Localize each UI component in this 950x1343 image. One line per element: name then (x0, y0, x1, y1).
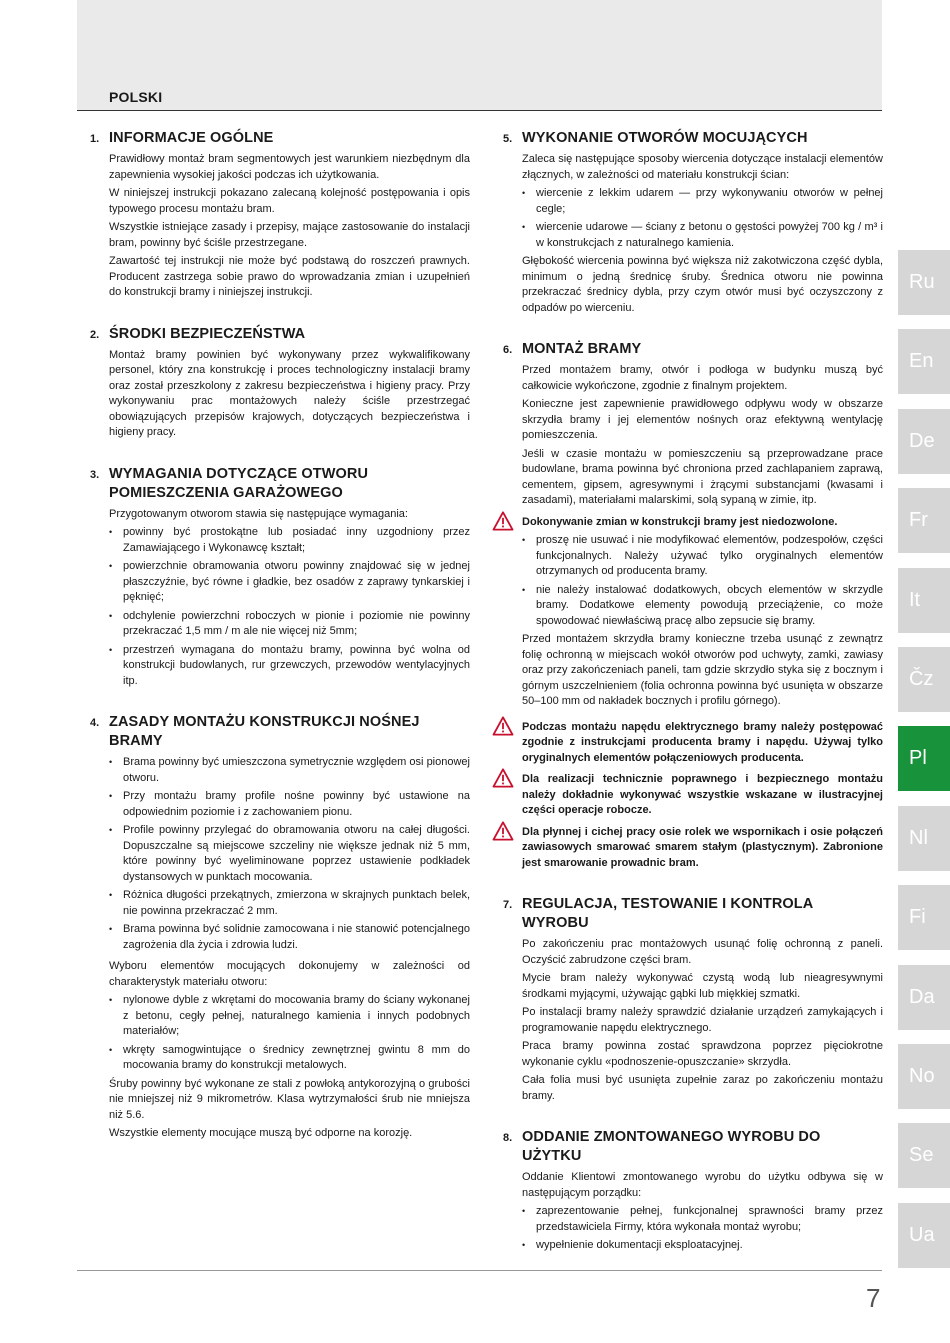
paragraph: Zaleca się następujące sposoby wiercenia dotyczące instalacji elementów złącznych, w zależności od materiału konstrukcji ścian: (522, 153, 883, 181)
paragraph: Wszystkie elementy mocujące muszą być odporne na korozję. (109, 1127, 413, 1139)
section-opening-requirements (90, 465, 470, 690)
section-title: ZASADY MONTAŻU KONSTRUKCJI NOŚNEJ BRAMY (109, 714, 420, 749)
section-number: 4. (90, 717, 100, 729)
warning-icon (492, 716, 514, 736)
paragraph: Montaż bramy powinien być wykonywany przez wykwalifikowany personel, który zna konstrukcję i proces technologiczny instalacji bramy oraz został przeszkolony z zakresu bezpieczeństwa i higieny pracy. Przy wykonywaniu prac montażowych należy ściśle przestrzegać obowiązujących przepisów krajowych, dotyczących bezpieczeństwa i higieny pracy. (109, 348, 470, 438)
warning-block (522, 772, 883, 819)
paragraph: Konieczne jest zapewnienie prawidłowego odpływu wody w obszarze skrzydła bramy i jej elementów nośnych oraz efektywną wentylację pomieszczenia. (522, 398, 883, 441)
list-item: • Przy montażu bramy profile nośne powinny być ustawione na odpowiednim poziomie i z zachowaniem pionu. (109, 789, 470, 820)
warning-block (522, 825, 883, 872)
section-safety (90, 325, 470, 441)
language-tab[interactable]: En (898, 329, 950, 394)
list-item: • Brama powinny być umieszczona symetrycznie względem osi pionowej otworu. (109, 755, 470, 786)
paragraph: Mycie bram należy wykonywać czystą wodą lub nieagresywnymi środkami myjącymi, używając gąbki lub miękkiej szmatki. (522, 972, 883, 1000)
warning-text: Dla płynnej i cichej pracy osie rolek we wspornikach i osie połączeń zawiasowych smarować smarem stałym (plastycznym). Zabronione jest smarowanie prowadnic bram. (522, 825, 883, 869)
paragraph: Po instalacji bramy należy sprawdzić działanie urządzeń zamykających i programowanie napędu elektrycznego. (522, 1006, 883, 1034)
section-title: REGULACJA, TESTOWANIE I KONTROLA WYROBU (522, 896, 813, 931)
language-tabs (898, 250, 950, 1282)
paragraph: Oddanie Klientowi zmontowanego wyrobu do użytku odbywa się w następującym porządku: (522, 1171, 883, 1199)
language-tab[interactable]: Ru (898, 250, 950, 315)
left-column (90, 129, 470, 1145)
list-item: • Profile powinny przylegać do obramowania otworu na całej długości. Dopuszczalne są miejscowe szczeliny nie większe jednak niż 5 mm, które powinny być wyeliminowane poprzez ustawienie podkładek dystansowych w punktach mocowania. (109, 823, 470, 885)
warning-text: Dla realizacji technicznie poprawnego i bezpiecznego montażu należy dokładnie wykonywać wszystkie wskazane w ilustracyjnej części operacje robocze. (522, 773, 883, 816)
list-item: • Różnica długości przekątnych, zmierzona w skrajnych punktach belek, nie powinna przekraczać 2 mm. (109, 888, 470, 919)
language-tab[interactable]: Da (898, 965, 950, 1030)
section-adjustment-testing (503, 895, 883, 1104)
paragraph: W niniejszej instrukcji pokazano zalecaną kolejność postępowania i opis typowego procesu montażu bram. (109, 187, 470, 215)
list-item: • powinny być prostokątne lub posiadać inny uzgodniony przez Zamawiającego i Wykonawcę kształt; (109, 525, 470, 556)
section-number: 6. (503, 344, 513, 356)
list-item: • Brama powinna być solidnie zamocowana i nie stanowić potencjalnego zagrożenia dla życia i zdrowia ludzi. (109, 922, 470, 953)
list-item: • wiercenie udarowe — ściany z betonu o gęstości powyżej 700 kg / m³ i w konstrukcjach z naturalnego kamienia. (522, 220, 883, 251)
language-tab[interactable]: Fr (898, 488, 950, 553)
list-item: • nie należy instalować dodatkowych, obcych elementów w skrzydle bramy. Dodatkowe elementy powodują przeciążenie, co może spowodować niewłaściwą pracę albo zepsucie się bramy. (522, 583, 883, 630)
footer-divider (77, 1270, 882, 1271)
bullet-list (522, 1204, 883, 1254)
warning-block (522, 515, 883, 531)
section-drilling (503, 129, 883, 316)
warning-text: Dokonywanie zmian w konstrukcji bramy jest niedozwolone. (522, 515, 838, 528)
warning-text: Podczas montażu napędu elektrycznego bramy należy postępować zgodnie z instrukcjami producenta bramy i napędu. Używaj tylko oryginalnych elementów połączeniowych producenta. (522, 720, 883, 764)
section-title: MONTAŻ BRAMY (522, 341, 642, 357)
section-title: ŚRODKI BEZPIECZEŃSTWA (109, 325, 306, 342)
warning-icon (492, 768, 514, 788)
section-title: INFORMACJE OGÓLNE (109, 130, 274, 146)
section-number: 3. (90, 468, 100, 481)
list-item: • powierzchnie obramowania otworu powinny znajdować się w jednej płaszczyźnie, być równe i gładkie, bez osadów z zaprawy tynkarskiej i pęknięć; (109, 559, 470, 606)
list-item: • wkręty samogwintujące o średnicy zewnętrznej gwintu 8 mm do mocowania bramy do konstrukcji metalowych. (109, 1043, 470, 1074)
language-tab[interactable]: No (898, 1044, 950, 1109)
paragraph: Cała folia musi być usunięta zupełnie zaraz po zakończeniu montażu bramy. (522, 1074, 883, 1102)
bullet-list (522, 186, 883, 251)
section-frame-mounting (90, 713, 470, 1142)
list-item: • wypełnienie dokumentacji eksploatacyjnej. (522, 1238, 883, 1254)
language-tab[interactable]: Nl (898, 806, 950, 871)
section-title: WYMAGANIA DOTYCZĄCE OTWORU POMIESZCZENIA GARAŻOWEGO (109, 465, 369, 501)
language-tab[interactable]: Čz (898, 647, 950, 712)
bullet-list (109, 993, 470, 1074)
paragraph: Przed montażem bramy, otwór i podłoga w budynku muszą być całkowicie wykończone, zgodnie z finalnym projektem. (522, 364, 883, 392)
list-item: • zaprezentowanie pełnej, funkcjonalnej sprawności bramy przez przedstawiciela Firmy, która wykonała montaż wyrobu; (522, 1204, 883, 1235)
warning-icon (492, 511, 514, 531)
paragraph: Przed montażem skrzydła bramy konieczne trzeba usunąć z zewnątrz folię ochronną w miejscach wokół otworów pod uchwyty, zamki, zawiasy oraz przy zakończeniach paneli, tam gdzie skrzydło styka się z bocznym i górnym uszczelnieniem (folia ochronna powinna być usunięta w obszarze 50–100 mm od nakładek bocznych i profilu górnego). (522, 633, 883, 707)
list-item: • przestrzeń wymagana do montażu bramy, powinna być wolna od konstrukcji budowlanych, rur grzewczych, przewodów wentylacyjnych itp. (109, 643, 470, 690)
section-handover (503, 1128, 883, 1254)
paragraph: Praca bramy powinna zostać sprawdzona poprzez pięciokrotne wykonanie cyklu «podnoszenie-opuszczanie» skrzydła. (522, 1040, 883, 1068)
page-number: 7 (866, 1283, 881, 1313)
language-tab[interactable]: Ua (898, 1203, 950, 1268)
paragraph: Wyboru elementów mocujących dokonujemy w zależności od charakterystyk materiału otworu: (109, 960, 470, 988)
paragraph: Po zakończeniu prac montażowych usunąć folię ochronną z paneli. Oczyścić zabrudzone części bram. (522, 938, 883, 966)
paragraph: Głębokość wiercenia powinna być większa niż zakotwiczona część dybla, minimum o jedną średnicę śruby. Średnica otworu nie powinna przekraczać średnicy dybla, przy czym otwór musi być oczyszczony z odpadów po wierceniu. (522, 255, 883, 314)
bullet-list (109, 525, 470, 689)
section-general-info (90, 129, 470, 301)
list-item: • odchylenie powierzchni roboczych w pionie i poziomie nie powinny przekraczać 1,5 mm / m ale nie więcej niż 5mm; (109, 609, 470, 640)
paragraph: Śruby powinny być wykonane ze stali z powłoką antykorozyjną o grubości nie mniejszej niż 9 mikrometrów. Klasa wytrzymałości śrub nie mniejsza niż 5.6. (109, 1077, 470, 1121)
language-title: POLSKI (109, 89, 163, 105)
section-number: 2. (90, 328, 100, 341)
warning-block (522, 720, 883, 767)
section-gate-mounting (503, 340, 883, 871)
section-number: 8. (503, 1132, 513, 1144)
bullet-list (109, 755, 470, 953)
paragraph: Zawartość tej instrukcji nie może być podstawą do roszczeń prawnych. Producent zastrzega sobie prawo do wprowadzania zmian i uzupełnień do konstrukcji bramy i niniejszej instrukcji. (109, 255, 470, 298)
language-tab[interactable]: De (898, 409, 950, 474)
language-tab[interactable]: Pl (898, 726, 950, 791)
section-title: WYKONANIE OTWORÓW MOCUJĄCYCH (522, 130, 808, 146)
section-number: 5. (503, 133, 513, 145)
right-column (503, 129, 883, 1257)
list-item: • wiercenie z lekkim udarem — przy wykonywaniu otworów w pełnej cegle; (522, 186, 883, 217)
bullet-list (522, 533, 883, 629)
paragraph: Prawidłowy montaż bram segmentowych jest warunkiem niezbędnym dla zapewnienia wysokiej jakości podczas ich użytkowania. (109, 153, 470, 181)
header-band (77, 0, 882, 111)
language-tab[interactable]: Se (898, 1123, 950, 1188)
language-tab[interactable]: Fi (898, 885, 950, 950)
section-number: 7. (503, 899, 513, 911)
list-item: • nylonowe dyble z wkrętami do mocowania bramy do ściany wykonanej z betonu, cegły pełnej, naturalnego kamienia i innych podobnych materiałów; (109, 993, 470, 1040)
warning-icon (492, 821, 514, 841)
language-tab[interactable]: It (898, 568, 950, 633)
section-title: ODDANIE ZMONTOWANEGO WYROBU DO UŻYTKU (522, 1129, 821, 1164)
section-number: 1. (90, 133, 100, 145)
paragraph: Wszystkie istniejące zasady i przepisy, mające zastosowanie do instalacji bram, powinny być ściśle przestrzegane. (109, 221, 470, 249)
list-item: • proszę nie usuwać i nie modyfikować elementów, podzespołów, części funkcjonalnych. Należy używać tylko oryginalnych elementów otrzymanych od producenta bramy. (522, 533, 883, 580)
paragraph: Przygotowanym otworom stawia się następujące wymagania: (109, 507, 408, 520)
paragraph: Jeśli w czasie montażu w pomieszczeniu są przeprowadzane prace budowlane, brama powinna być chroniona przed zachlapaniem zaprawą, cementem, gipsem, agresywnymi i żrącymi substancjami (kwasami i zasadami), materiałami malarskimi, solą sypaną w zimie, itp. (522, 447, 883, 506)
